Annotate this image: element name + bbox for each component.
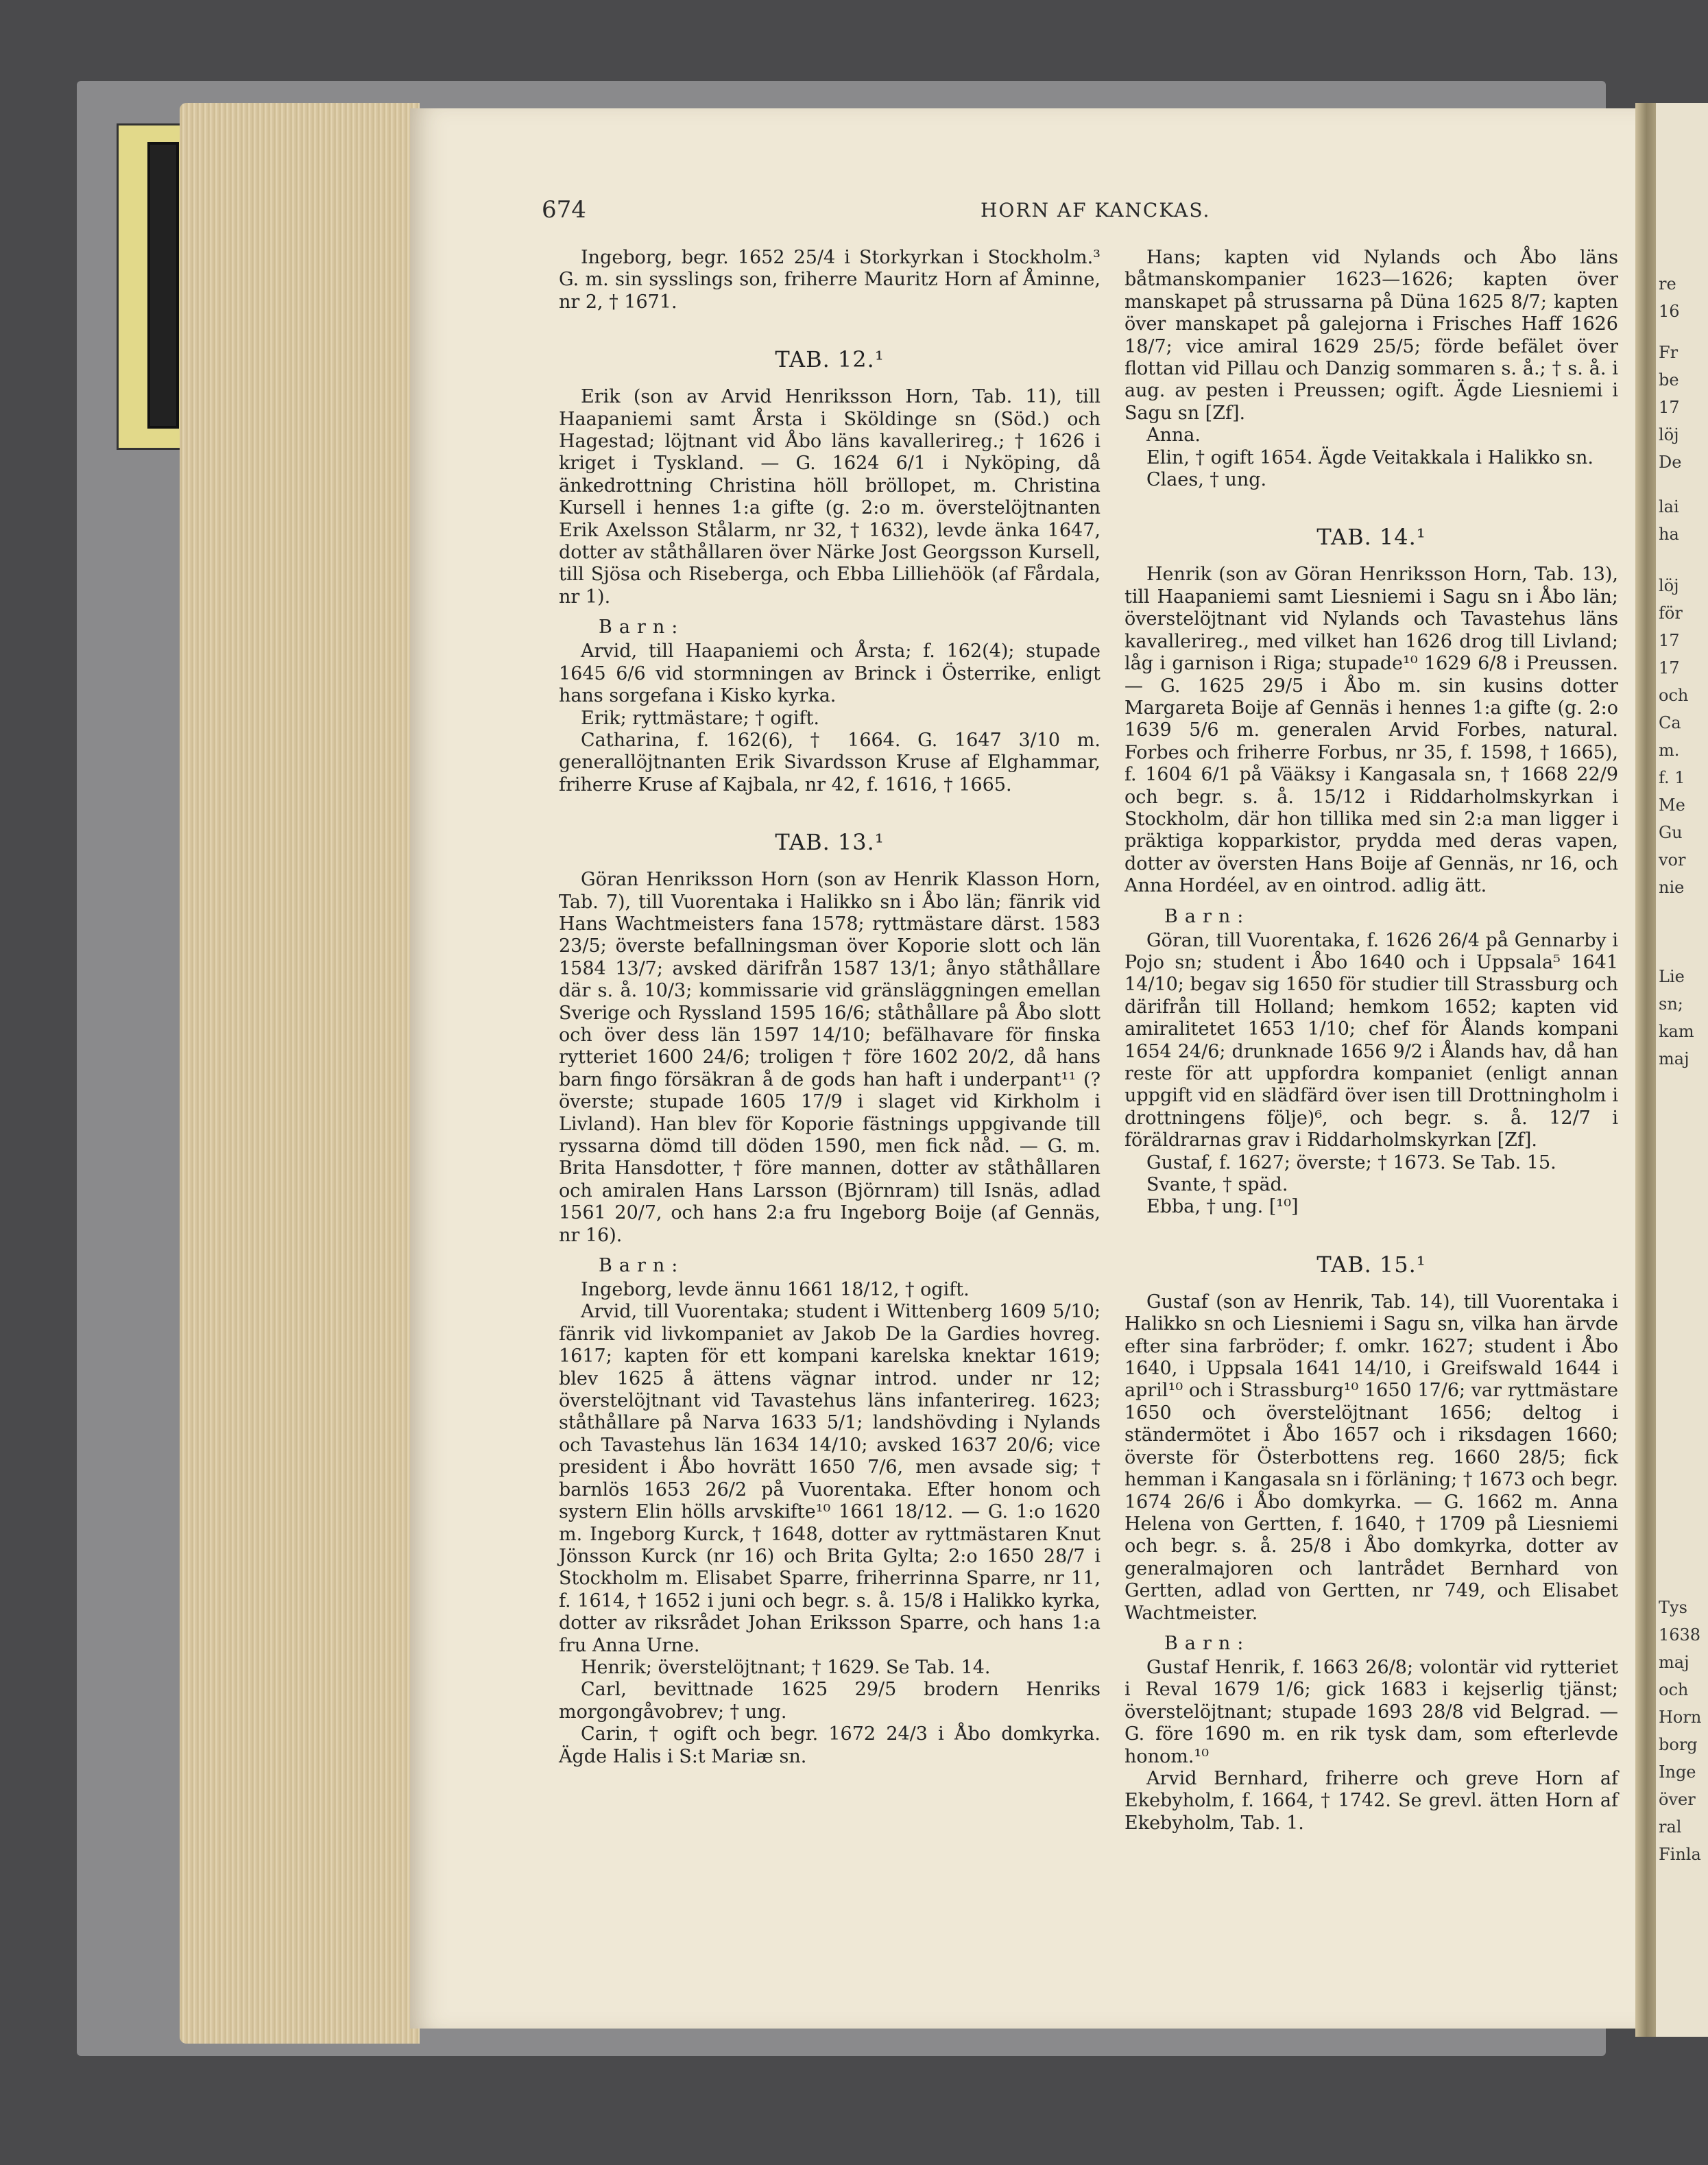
paragraph: Arvid Bernhard, friherre och greve Horn af Ekebyholm, f. 1664, † 1742. Se grevl. ätten Horn af Ekebyholm, Tab. 1. bbox=[1124, 1767, 1618, 1834]
facing-page-fragment: 17 bbox=[1659, 631, 1680, 650]
paragraph: Henrik (son av Göran Henriksson Horn, Tab. 13), till Haapaniemi samt Liesniemi i Sagu sn i Åbo län; överstelöjtnant vid Nylands och Tavastehus läns kavallerireg., med vilket han 1626 drog till Livland; låg i garnison i Riga; stupade¹⁰ 1629 6/8 i Preussen. — G. 1625 29/5 i Åbo m. sin kusins dotter Margareta Boije af Gennäs i hennes 1:a gifte (g. 2:o 1639 5/6 m. generalen Arvid Forbes, natural. Forbes och friherre Forbus, nr 35, f. 1598, † 1665), f. 1604 6/1 på Vääksy i Kangasala sn, † 1668 22/9 och begr. s. å. 15/12 i Riddarholmskyrkan i Stockholm, där hon tillika med sin 2:a man ligger i präktiga kopparkistor, prydda med deras vapen, dotter av översten Hans Boije af Gennäs, nr 16, och Anna Hordéel, av en ointrod. adlig ätt. bbox=[1124, 564, 1618, 897]
paragraph: Carin, † ogift och begr. 1672 24/3 i Åbo domkyrka. Ägde Halis i S:t Mariæ sn. bbox=[559, 1723, 1100, 1767]
children-heading: Barn: bbox=[1164, 905, 1251, 927]
facing-page-fragment: f. 1 bbox=[1659, 768, 1685, 787]
page-number: 674 bbox=[542, 196, 586, 224]
paragraph: Arvid, till Haapaniemi och Årsta; f. 162(4); stupade 1645 6/6 vid stormningen av Brinck i Österrike, enligt hans sorgefana i Kisko kyrka. bbox=[559, 641, 1100, 707]
paragraph: Anna. bbox=[1146, 424, 1201, 446]
facing-page-fragment: lai bbox=[1659, 497, 1679, 516]
right-column bbox=[1124, 247, 1618, 1834]
paragraph: Carl, bevittnade 1625 29/5 brodern Henriks morgongåvobrev; † ung. bbox=[559, 1679, 1100, 1723]
facing-page-fragment: 1638 bbox=[1659, 1625, 1701, 1644]
table-heading: TAB. 13.¹ bbox=[775, 829, 885, 856]
running-title: HORN AF KANCKAS. bbox=[981, 199, 1211, 222]
facing-page-fragment: Gu bbox=[1659, 823, 1683, 842]
children-heading: Barn: bbox=[1164, 1632, 1251, 1654]
paragraph: Elin, † ogift 1654. Ägde Veitakkala i Halikko sn. bbox=[1146, 446, 1593, 468]
paragraph: Ingeborg, begr. 1652 25/4 i Storkyrkan i Stockholm.³ G. m. sin sysslings son, friherre Mauritz Horn af Åminne, nr 2, † 1671. bbox=[559, 247, 1100, 313]
facing-page-fragment: 17 bbox=[1659, 398, 1680, 417]
facing-page-fragment: 16 bbox=[1659, 302, 1680, 321]
paragraph: Claes, † ung. bbox=[1146, 469, 1267, 491]
facing-page-fragment: Ca bbox=[1659, 713, 1681, 732]
paragraph: Gustaf (son av Henrik, Tab. 14), till Vuorentaka i Halikko sn och Liesniemi i Sagu sn, vilka han ärvde efter sina farbröder; f. omkr. 1627; student i Åbo 1640, i Uppsala 1641 14/10, i Greifswald 1644 i april¹⁰ och i Strassburg¹⁰ 1650 17/6; var ryttmästare 1650 och överstelöjtnant 1656; deltog i ständermötet i Åbo 1657 och i riksdagen 1660; överste för Österbottens reg. 1660 28/5; fick hemman i Kangasala sn i förläning; † 1673 och begr. 1674 26/6 i Åbo domkyrka. — G. 1662 m. Anna Helena von Gertten, f. 1640, † 1709 på Liesniemi och begr. s. å. 25/8 i Åbo domkyrka, dotter av generalmajoren och lantrådet Bernhard von Gertten, adlad von Gertten, nr 749, och Elisabet Wachtmeister. bbox=[1124, 1291, 1618, 1624]
paragraph: Erik (son av Arvid Henriksson Horn, Tab. 11), till Haapaniemi samt Årsta i Sköldinge sn (Söd.) och Hagestad; löjtnant vid Åbo läns kavallerireg.; † 1626 i kriget i Tyskland. — G. 1624 6/1 i Nyköping, då änkedrottning Christina höll bröllopet, m. Christina Kursell i hennes 1:a gifte (g. 2:o m. överstelöjtnanten Erik Axelsson Stålarm, nr 32, † 1632), levde änka 1647, dotter av ståthållaren över Närke Jost Georgsson Kursell, till Sjösa och Riseberga, och Ebba Lilliehöök (af Fårdala, nr 1). bbox=[559, 386, 1100, 608]
facing-page-fragment: Inge bbox=[1659, 1762, 1696, 1782]
facing-page-fragment: och bbox=[1659, 1680, 1689, 1699]
facing-page-fragment: löj bbox=[1659, 576, 1679, 595]
facing-page-fragment: Lie bbox=[1659, 967, 1685, 986]
facing-page-fragment: Finla bbox=[1659, 1845, 1701, 1864]
facing-page-fragment: Tys bbox=[1659, 1598, 1687, 1617]
facing-page-fragment: sn; bbox=[1659, 994, 1683, 1014]
page-edges bbox=[180, 103, 420, 2044]
facing-page-fragment: ral bbox=[1659, 1817, 1682, 1837]
paragraph: Svante, † späd. bbox=[1146, 1174, 1288, 1196]
paragraph: Erik; ryttmästare; † ogift. bbox=[581, 707, 819, 729]
paragraph: Göran Henriksson Horn (son av Henrik Klasson Horn, Tab. 7), till Vuorentaka i Halikko sn i Åbo län; fänrik vid Hans Wachtmeisters fana 1578; ryttmästare därst. 1583 23/5; överste befallningsman över Koporie slott och län 1584 13/7; avsked därifrån 1587 13/1; ånyo ståthållare där s. å. 10/3; kommissarie vid gränsläggningen emellan Sverige och Ryssland 1595 16/6; ståthållare på Åbo slott och över dess län 1597 14/10; befälhavare för finska rytteriet 1600 24/6; troligen † före 1602 20/2, då hans barn fingo försäkran å de gods han haft i underpant¹¹ (? överste; stupade 1605 17/9 i slaget vid Kirkholm i Livland). Han blev för Koporie fästnings uppgivande till ryssarna dömd till döden 1590, men fick nåd. — G. m. Brita Hansdotter, † före mannen, dotter av ståthållaren och amiralen Hans Larsson (Björnram) till Isnäs, adlad 1561 20/7, och hans 2:a fru Ingeborg Boije (af Gennäs, nr 16). bbox=[559, 869, 1100, 1246]
facing-page-fragment: re bbox=[1659, 274, 1676, 294]
table-heading: TAB. 14.¹ bbox=[1316, 524, 1426, 551]
paragraph: Ingeborg, levde ännu 1661 18/12, † ogift. bbox=[581, 1279, 970, 1301]
facing-page-fragment: 17 bbox=[1659, 658, 1680, 678]
facing-page-fragment: De bbox=[1659, 453, 1682, 472]
table-heading: TAB. 12.¹ bbox=[775, 346, 885, 373]
facing-page-fragment: Fr bbox=[1659, 343, 1679, 362]
facing-page-fragment: ha bbox=[1659, 525, 1679, 544]
paragraph: Gustaf, f. 1627; överste; † 1673. Se Tab. 15. bbox=[1146, 1151, 1556, 1173]
paragraph: Henrik; överstelöjtnant; † 1629. Se Tab. 14. bbox=[581, 1656, 991, 1678]
facing-page-fragment: maj bbox=[1659, 1653, 1689, 1672]
paragraph: Göran, till Vuorentaka, f. 1626 26/4 på Gennarby i Pojo sn; student i Åbo 1640 och i Uppsala⁵ 1641 14/10; begav sig 1650 för studier till Strassburg och därifrån till Holland; hemkom 1652; kapten vid amiralitetet 1653 1/10; chef för Ålands kompani 1654 24/6; drunknade 1656 9/2 i Ålands hav, då han reste för att uppfordra kompaniet (enligt annan uppgift vid en slädfärd över isen till Drottningholm i drottningens följe)⁶, och begr. s. å. 12/7 i föräldrarnas grav i Riddarholmskyrkan [Zf]. bbox=[1124, 929, 1618, 1151]
facing-page-fragment: m. bbox=[1659, 741, 1680, 760]
left-column bbox=[559, 247, 1100, 1768]
facing-page-fragment: be bbox=[1659, 370, 1679, 390]
facing-page-fragment: Me bbox=[1659, 796, 1685, 815]
facing-page-fragment: löj bbox=[1659, 425, 1679, 444]
facing-page-fragment: maj bbox=[1659, 1049, 1689, 1068]
paragraph: Ebba, † ung. [¹⁰] bbox=[1146, 1196, 1299, 1218]
paragraph: Arvid, till Vuorentaka; student i Wittenberg 1609 5/10; fänrik vid livkompaniet av Jakob De la Gardies hovreg. 1617; kapten för ett kompani karelska knektar 1619; blev 1625 å ättens vägnar introd. under nr 12; överstelöjtnant vid Tavastehus läns infanterireg. 1623; ståthållare på Narva 1633 5/1; landshövding i Nylands och Tavastehus län 1634 14/10; avsked 1637 20/6; vice president i Åbo hovrätt 1650 7/6, men avsade sig; † barnlös 1653 26/2 på Vuorentaka. Efter honom och systern Elin hölls arvskifte¹⁰ 1661 18/12. — G. 1:o 1620 m. Ingeborg Kurck, † 1648, dotter av ryttmästaren Knut Jönsson Kurck (nr 16) och Brita Gylta; 2:o 1650 28/7 i Stockholm m. Elisabet Sparre, friherrinna Sparre, nr 11, f. 1614, † 1652 i juni och begr. s. å. 15/8 i Halikko kyrka, dotter av riksrådet Johan Eriksson Sparre, och hans 1:a fru Anna Urne. bbox=[559, 1301, 1100, 1656]
paragraph: Gustaf Henrik, f. 1663 26/8; volontär vid rytteriet i Reval 1679 1/6; gick 1683 i kejserlig tjänst; överstelöjtnant; stupade 1693 28/8 vid Belgrad. — G. före 1690 m. en rik tysk dam, som efterlevde honom.¹⁰ bbox=[1124, 1656, 1618, 1767]
paragraph: Catharina, f. 162(6), † 1664. G. 1647 3/10 m. generallöjtnanten Erik Sivardsson Kruse af Elghammar, friherre Kruse af Kajbala, nr 42, f. 1616, † 1665. bbox=[559, 729, 1100, 796]
children-heading: Barn: bbox=[599, 1255, 685, 1277]
facing-page-fragment: och bbox=[1659, 686, 1689, 705]
table-heading: TAB. 15.¹ bbox=[1316, 1251, 1426, 1278]
facing-page-fragment: vor bbox=[1659, 850, 1686, 870]
facing-page-fragment: kam bbox=[1659, 1022, 1694, 1041]
paragraph: Hans; kapten vid Nylands och Åbo läns båtmanskompanier 1623—1626; kapten över manskapet på strussarna på Düna 1625 8/7; kapten över manskapet på galejorna i Frisches Haff 1626 18/7; vice amiral 1629 25/5; förde befälet över flottan vid Pillau och Danzig sommaren s. å.; † s. å. i aug. av pesten i Preussen; ogift. Ägde Liesniemi i Sagu sn [Zf]. bbox=[1124, 247, 1618, 424]
facing-page-fragment: borg bbox=[1659, 1735, 1698, 1754]
facing-page-fragment: Horn bbox=[1659, 1708, 1702, 1727]
facing-page-fragment: för bbox=[1659, 603, 1683, 623]
page-header bbox=[542, 196, 1618, 224]
facing-page-fragment: nie bbox=[1659, 878, 1685, 897]
children-heading: Barn: bbox=[599, 617, 685, 638]
facing-page-fragment: över bbox=[1659, 1790, 1696, 1809]
facing-page bbox=[1656, 103, 1708, 2037]
